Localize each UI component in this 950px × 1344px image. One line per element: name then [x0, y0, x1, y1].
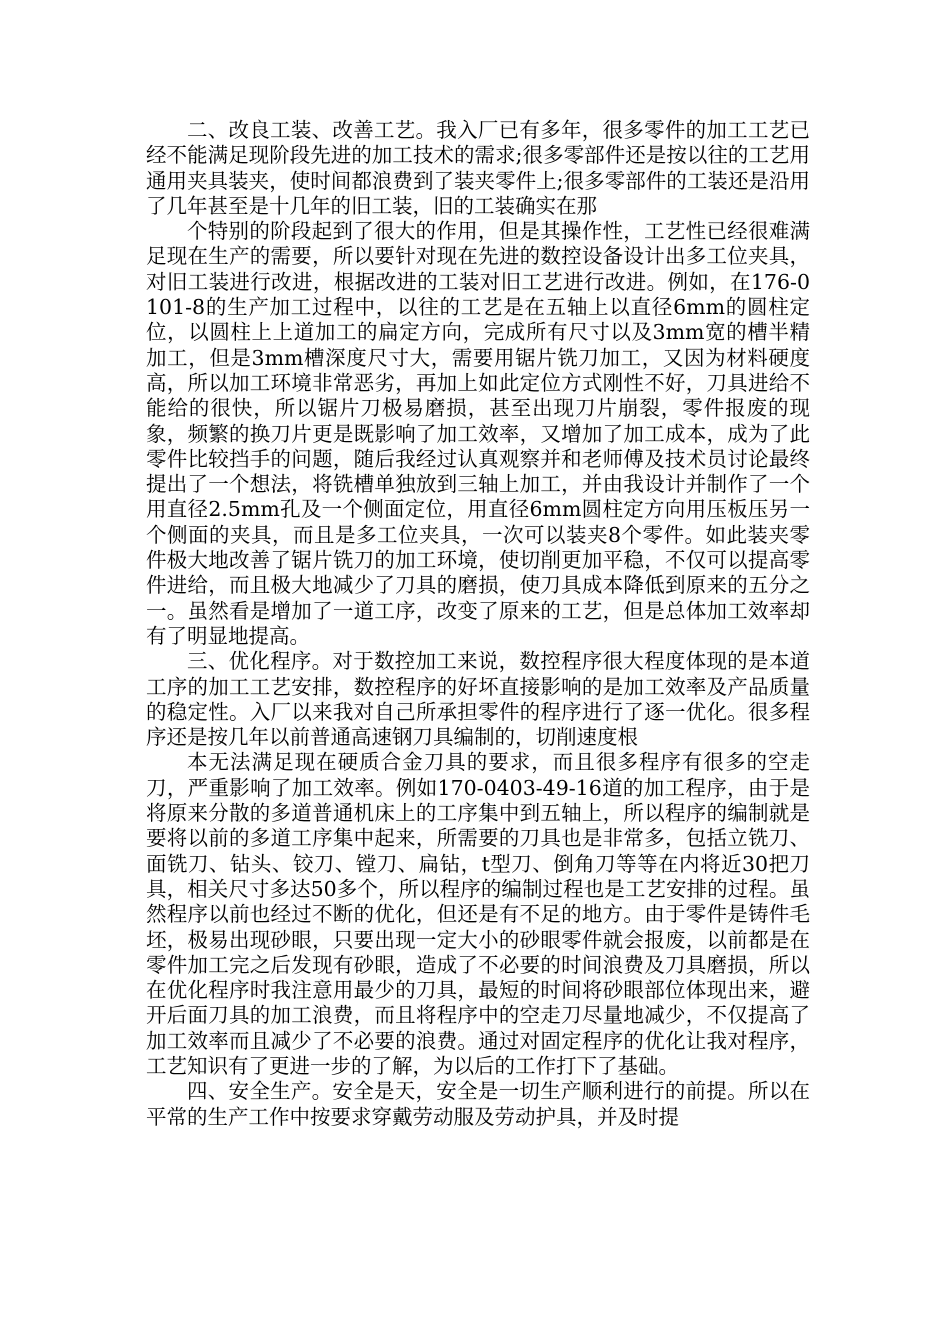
- paragraph-tooling-continued: 个特别的阶段起到了很大的作用，但是其操作性，工艺性已经很难满足现在生产的需要，所以要针对现在先进的数控设备设计出多工位夹具，对旧工装进行改进，根据改进的工装对旧工艺进行改进。例如，在176-0101-8的生产加工过程中，以往的工艺是在五轴上以直径6mm的圆柱定位，以圆柱上上道加工的扁定方向，完成所有尺寸以及3mm宽的槽半精加工，但是3mm槽深度尺寸大，需要用锯片铣刀加工，又因为材料硬度高，所以加工环境非常恶劣，再加上如此定位方式刚性不好，刀具进给不能给的很快，所以锯片刀极易磨损，甚至出现刀片崩裂，零件报废的现象，频繁的换刀片更是既影响了加工效率，又增加了加工成本，成为了此零件比较挡手的问题，随后我经过认真观察并和老师傅及技术员讨论最终提出了一个想法，将铣槽单独放到三轴上加工，并由我设计并制作了一个用直径2.5mm孔及一个侧面定位，用直径6mm圆柱定方向用压板压另一个侧面的夹具，而且是多工位夹具，一次可以装夹8个零件。如此装夹零件极大地改善了锯片铣刀的加工环境，使切削更加平稳，不仅可以提高零件进给，而且极大地减少了刀具的磨损，使刀具成本降低到原来的五分之一。虽然看是增加了一道工序，改变了原来的工艺，但是总体加工效率却有了明显地提高。: [146, 219, 810, 648]
- document-body: [146, 118, 810, 1130]
- paragraph-program-optimization-continued: 本无法满足现在硬质合金刀具的要求，而且很多程序有很多的空走刀，严重影响了加工效率。例如170-0403-49-16道的加工程序，由于是将原来分散的多道普通机床上的工序集中到五轴上，所以程序的编制就是要将以前的多道工序集中起来，所需要的刀具也是非常多，包括立铣刀、面铣刀、钻头、铰刀、镗刀、扁钻，t型刀、倒角刀等等在内将近30把刀具，相关尺寸多达50多个，所以程序的编制过程也是工艺安排的过程。虽然程序以前也经过不断的优化，但还是有不足的地方。由于零件是铸件毛坯，极易出现砂眼，只要出现一定大小的砂眼零件就会报废，以前都是在零件加工完之后发现有砂眼，造成了不必要的时间浪费及刀具磨损，所以在优化程序时我注意用最少的刀具，最短的时间将砂眼部位体现出来，避开后面刀具的加工浪费，而且将程序中的空走刀尽量地减少，不仅提高了加工效率而且减少了不必要的浪费。通过对固定程序的优化让我对程序，工艺知识有了更进一步的了解，为以后的工作打下了基础。: [146, 750, 810, 1078]
- paragraph-program-optimization: 三、优化程序。对于数控加工来说，数控程序很大程度体现的是本道工序的加工工艺安排，数控程序的好坏直接影响的是加工效率及产品质量的稳定性。入厂以来我对自己所承担零件的程序进行了逐一优化。很多程序还是按几年以前普通高速钢刀具编制的，切削速度根: [146, 649, 810, 750]
- paragraph-safety: 四、安全生产。安全是天，安全是一切生产顺利进行的前提。所以在平常的生产工作中按要求穿戴劳动服及劳动护具，并及时提: [146, 1079, 810, 1129]
- paragraph-tooling: 二、改良工装、改善工艺。我入厂已有多年，很多零件的加工工艺已经不能满足现阶段先进的加工技术的需求;很多零部件还是按以往的工艺用通用夹具装夹，使时间都浪费到了装夹零件上;很多零部件的工装还是沿用了几年甚至是十几年的旧工装，旧的工装确实在那: [146, 118, 810, 218]
